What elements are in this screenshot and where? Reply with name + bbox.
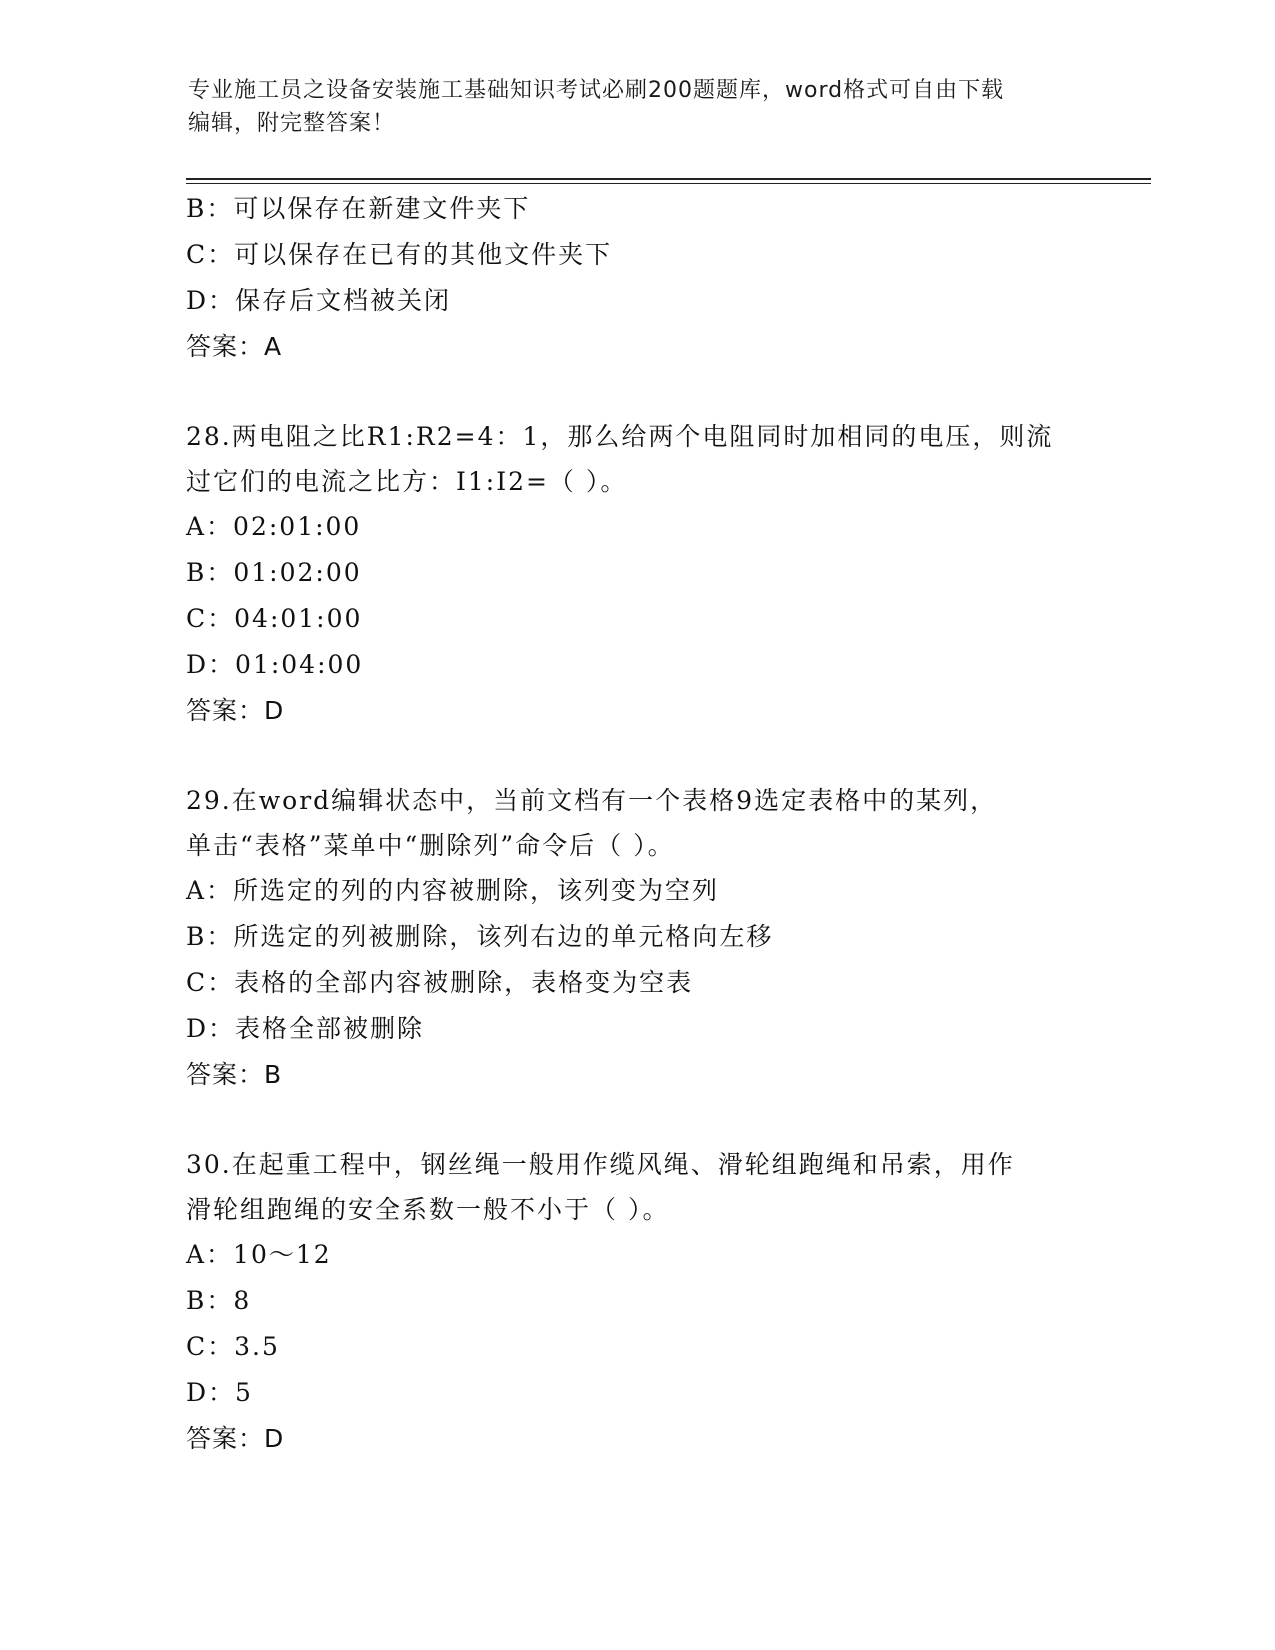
question-stem-line: 过它们的电流之比方：I1:I2=（ ）。 (186, 467, 628, 496)
answer-line: 答案：A (186, 332, 283, 361)
question-stem-line: 30.在起重工程中，钢丝绳一般用作缆风绳、滑轮组跑绳和吊索，用作 (186, 1150, 1015, 1179)
question-29 (186, 778, 1086, 1098)
option-a: A：02:01:00 (186, 512, 362, 541)
answer-line: 答案：B (186, 1060, 283, 1089)
question-stem-line: 29.在word编辑状态中，当前文档有一个表格9选定表格中的某列， (186, 786, 998, 815)
header-rule-thick (186, 178, 1151, 180)
header-line-1: 专业施工员之设备安装施工基础知识考试必刷200题题库，word格式可自由下载 (188, 78, 1005, 103)
option-d: D：保存后文档被关闭 (186, 286, 452, 315)
option-d: D：表格全部被删除 (186, 1014, 425, 1043)
option-b: B：01:02:00 (186, 558, 362, 587)
question-28 (186, 414, 1086, 734)
option-a: A：10～12 (186, 1240, 332, 1269)
option-b: B：所选定的列被删除，该列右边的单元格向左移 (186, 922, 774, 951)
document-header (188, 74, 1088, 140)
question-stem-line: 滑轮组跑绳的安全系数一般不小于（ ）。 (186, 1195, 670, 1224)
option-b: B：可以保存在新建文件夹下 (186, 194, 531, 223)
answer-line: 答案：D (186, 696, 285, 725)
option-b: B：8 (186, 1286, 252, 1315)
option-c: C：表格的全部内容被删除，表格变为空表 (186, 968, 694, 997)
document-body (186, 186, 1086, 1462)
option-d: D：01:04:00 (186, 650, 364, 679)
option-d: D：5 (186, 1378, 253, 1407)
question-stem-line: 28.两电阻之比R1:R2=4：1，那么给两个电阻同时加相同的电压，则流 (186, 422, 1054, 451)
option-a: A：所选定的列的内容被删除，该列变为空列 (186, 876, 720, 905)
option-c: C：3.5 (186, 1332, 280, 1361)
option-c: C：04:01:00 (186, 604, 363, 633)
question-stem-line: 单击“表格”菜单中“删除列”命令后（ ）。 (186, 831, 675, 860)
header-rule-thin (186, 183, 1151, 184)
answer-line: 答案：D (186, 1424, 285, 1453)
question-30 (186, 1142, 1086, 1462)
question-fragment (186, 186, 1086, 370)
header-line-2: 编辑，附完整答案！ (188, 111, 396, 136)
option-c: C：可以保存在已有的其他文件夹下 (186, 240, 613, 269)
